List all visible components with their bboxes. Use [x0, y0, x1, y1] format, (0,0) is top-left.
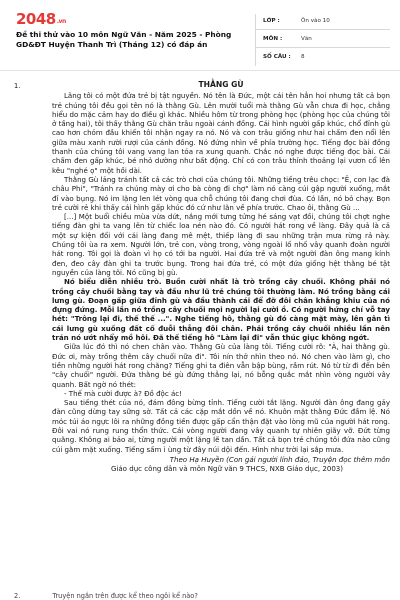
meta-subject-value: Văn [301, 35, 312, 42]
passage-source-line-1: Theo Hạ Huyền (Con gái người lính đảo, Truyện đọc thêm môn [169, 454, 390, 464]
passage-source-line-2: Giáo dục công dân và môn Ngữ văn 9 THCS, NXB Giáo dục, 2003) [110, 464, 344, 474]
passage-paragraph-2: Thằng Gù lảng tránh tất cả các trò chơi của chúng tôi. Những tiếng trêu chọc: "Ê, con lạc đà châu Phi", "Tránh ra chúng mày ơi cho bà còng đi chợ" làm nó càng cúi gập người xuống, mắt đỉ vào bụng. Nó im lặng len lét vòng qua chỗ chúng tôi đang chơi đùa. Có lần, nó bỏ chạy. Bọn trẻ cười rẻ khi thấy cái hình gấp khúc đó cứ như lăn về phía trước. Chao ôi, thằng Gù ... [52, 174, 390, 212]
passage-paragraph-6: - Thế mà cười được à? Đồ độc ác! [64, 388, 182, 398]
meta-count-row [255, 48, 390, 66]
meta-divider [255, 14, 256, 66]
meta-class-label: LỚP : [263, 17, 280, 24]
meta-class-value: Ôn vào 10 [301, 17, 330, 24]
meta-count-value: 8 [301, 54, 305, 60]
passage-paragraph-5: Giữa lúc đó thì nó chen chân vào. Thằng Gù của làng tôi. Tiếng cười rõ: "À, hai thằng gù. Đức ơi, mày trồng thêm cây chuối nữa đi". Tôi nín thở nhìn theo nó. Nó chen vào làm gì, cho tiền những người hát rong chăng? Tiếng ghi ta điên vẫn bập bùng, rầm rút. Nó từ từ đi đến bên "cây chuối" người. Đứa thằng bé gù đứng thẳng lại, nó bỗng quắc mắt nhìn vòng người vây quanh. Bất ngờ nó thét: [52, 342, 390, 389]
exam-meta [255, 12, 390, 66]
question-number: 1. [14, 82, 21, 90]
page-header [0, 0, 400, 66]
document-title: Đề thi thử vào 10 môn Ngữ Văn - Năm 2025 - Phòng GD&ĐT Huyện Thanh Trì (Tháng 12) có đáp án [16, 30, 232, 49]
next-question [14, 592, 198, 600]
next-question-number: 2. [14, 592, 21, 600]
next-question-text: Truyện ngắn trên được kể theo ngôi kể nào? [52, 592, 198, 600]
passage-paragraph-7: Sau tiếng thét của nó, đám đông bừng tỉnh. Tiếng cười tắt lặng. Người đàn ông đang gảy đàn cũng dừng tay sững sờ. Tất cả các cặp mắt dồn về nó. Khuôn mặt thằng Đức đầm lệ. Nó móc túi áo ngực lôi ra những đồng tiền được gấp cẩn thận đặt vào lòng mũ của người hát rong. Đôi vai nó rung rung thổn thức. Cái vòng người đang vây quanh tự nhiên giãy vỡ. Đứt từng quãng. Không ai bảo ai, từng người một lặng lẽ tan dần. Tất cả bọn trẻ chúng tôi đứa nào cũng cúi gằm mặt xuống. Tiếng sấm ì ùng từ đây núi dội đến. Hình như trời lại sắp mưa. [52, 398, 390, 454]
passage-paragraph-4: Nó biểu diễn nhiều trò. Buồn cười nhất là trò trồng cây chuối. Không phải nó trồng cây chuối bằng tay và đầu như lũ trẻ chúng tôi thường làm. Nó trồng bằng cái lưng gù. Đoạn gấp giữa đỉnh gù và đầu thành cái để đỡ đôi chân khẳng khiu của nó đựng đứng. Mỗi lần nó trồng cây chuối mọi người lại cười ồ. Có người hứng chí vỗ tay hét: "Trông lại đi, thế thế ...". Nghe tiếng hô, thằng gù đó càng mặt mày, lên gân tì cái lưng gù xuống đất cố đuỗi thẳng đôi chân. Phải trồng cây chuối nhiều lần nên trán nó ướt nhẩy mồ hôi. Đã thế tiếng hô "Làm lại đi" vẫn thúc giục không ngớt. [52, 277, 390, 343]
meta-subject-row [255, 30, 390, 48]
passage-title: THẰNG GÙ [198, 80, 244, 89]
meta-count-label: SỐ CÂU : [263, 54, 291, 60]
passage-paragraph-1: Lâng tôi có một đứa trẻ bị tật nguyền. Nó tên là Đức, một cái tên hẳn hoi nhưng tất cả bọn trẻ chúng tôi đều gọi tên nó là thằng Gù. Lên mười tuổi mà thằng Gù vẫn chưa đi học, chẳng hiểu do mặc cảm hay do điều gì khác. Nhiều hôm từ trong phòng học (phòng học của chúng tôi ở tầng hai), tôi thấy thằng Gù chăn trâu ngoài cánh đồng. Cái hình người gấp khúc, chổ đỉnh gù cao hơn chỏm đầu khiến tôi nhận ngay ra nó. Nó và con trâu giống như hai chấm đen nổi lên giữa màu xanh rười rượi của cánh đồng. Nó đứng nhìn về phía trường học. Tiếng đọc bài đồng thanh của chúng tôi vang vang lan tỏa ra xung quanh. Chắc nó nghe được tiếng đọc bài. Cái chấm đen gấp khúc, bé nhỏ dường như bất động. Chỉ có con trâu thỉnh thoảng lại vươn cổ lên kêu "nghé ọ" một hồi dài. [52, 91, 390, 175]
passage-paragraph-3: [...] Một buổi chiều mùa vừa dứt, nắng mới tưng tửng hé sáng vạt đồi, chúng tôi chợt nghe tiếng đàn ghi ta vang lên từ chiếc loa nén nào đó. Có người hát rong về làng. Đây quả là cả một sự kiện đối với cái làng đang mê mệt, thiếp làng đi sau những trận mưa rừng rả này. Chúng tôi ùa ra xem. Người lớn, trẻ con, vòng trong, vòng ngoài lố nhố vây quanh đoàn người hát rong. Tôi gọi là đoàn vì họ có tới ba người. Hai đứa trẻ và một người đàn ông mang kính đen, đeo cây đàn ghi ta trước bụng. Trong hai đứa trẻ, có một đứa giống hệt thằng bé tật nguyền của làng tôi. Nó cũng bị gù. [52, 212, 390, 277]
meta-class-row [255, 12, 390, 30]
site-logo[interactable]: $2048_{.vn}$ [16, 10, 66, 28]
meta-subject-label: MÔN : [263, 35, 283, 42]
reading-passage [52, 80, 390, 473]
